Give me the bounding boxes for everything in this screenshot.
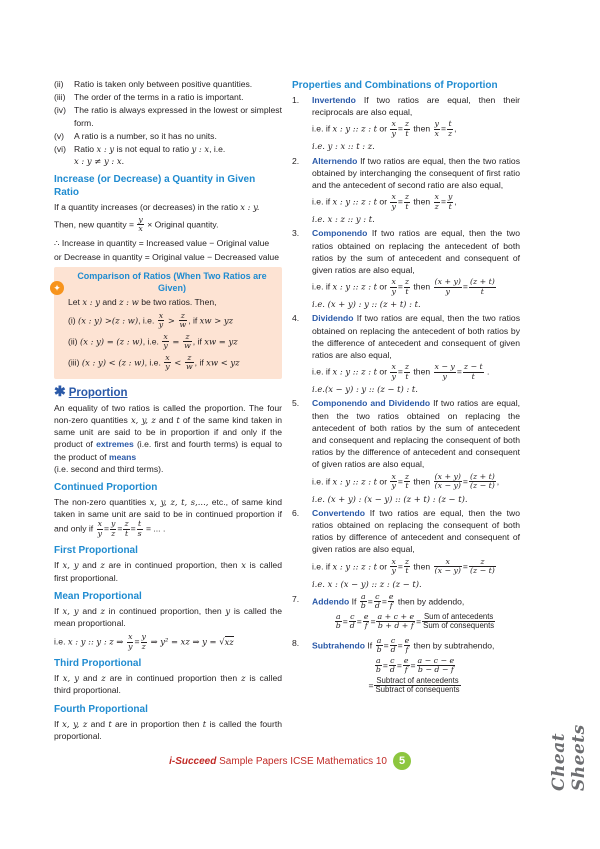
formula: $\frac{a}{b}$ = $\frac{c}{d}$ = $\frac{e}{f}$ = $\frac{a - c - e}{b - d - f}$: [375, 655, 455, 675]
section-heading: Third Proportional: [54, 658, 142, 670]
property-item: 4. Dividendo If two ratios are equal, then the two ratios obtained on replacing the antecedent of both ratios by the difference of antecedent and consequent of given ratios are also equal, i.e. if x : y :: z : t or $\frac{x}{y}$ = $\frac{z}{t}$ then $\frac{x - y}{y}$ = $\frac{z - t}{t}$ . i.e.(x − y) : y :: (z − t) : t.: [292, 313, 520, 395]
property-item: 3. Componendo If two ratios are equal, then the two ratios obtained on replacing the antecedent of both ratios by the sum of antecedent and consequent of given ratios are also equal, i.e. if x : y :: z : t or $\frac{x}{y}$ = $\frac{z}{t}$ then $\frac{(x + y)}{y}$ = $\frac{(z + t)}{t}$ i.e. (x + y) : y :: (z + t) : t.: [292, 228, 520, 310]
footer-title: i-Succeed Sample Papers ICSE Mathematics 10: [169, 756, 387, 767]
cheat-sheets-label: Cheat Sheets: [549, 724, 589, 791]
list-item: (iii) The order of the terms in a ratio is important.: [54, 92, 244, 103]
formula: i.e. if x : y :: z : t or $\frac{x}{y}$ = $\frac{z}{t}$ then $\frac{(x + y)}{y}$ = $\frac{(z + t)}{t}$: [312, 277, 495, 296]
asterisk-icon: ✱: [54, 382, 66, 399]
left-column: [54, 78, 282, 744]
formula: = $\frac{\text{Subtract of antecedents}}{\text{Subtract of consequents}}$: [368, 675, 460, 695]
ratio-properties-list: [54, 78, 282, 142]
section-heading: First Proportional: [54, 545, 138, 557]
formula: i.e. if x : y :: z : t or $\frac{x}{y}$ = $\frac{z}{t}$ then $\frac{x - y}{y}$ = $\frac{z - t}{t}$ .: [312, 362, 490, 381]
property-item: 5. Componendo and Dividendo If two ratios are equal, then the two ratios obtained on replacing the antecedent of both ratios by the sum of antecedent and consequent and replacing the consequent of both ratios by the difference of antecedent and consequent of given ratios are also equal, i.e. if x : y :: z : t or $\frac{x}{y}$ = $\frac{z}{t}$ then $\frac{(x + y)}{(x - y)}$ = $\frac{(z + t)}{(z - t)}$ , i.e. (x + y) : (x − y) :: (z + t) : (z − t).: [292, 398, 521, 504]
section-heading: Fourth Proportional: [54, 703, 148, 715]
formula: or Decrease in quantity = Original value − Decreased value: [54, 251, 279, 262]
formula: i.e. (x + y) : y :: (z + t) : t.: [312, 299, 421, 310]
formula: ∴ Increase in quantity = Increased value − Original value: [54, 237, 270, 248]
list-item: (iv) The ratio is always expressed in the lowest or simplest form.: [54, 105, 282, 128]
section-heading: Increase (or Decrease) a Quantity in Given Ratio: [54, 174, 256, 199]
formula: $\frac{a}{b}$ = $\frac{c}{d}$ = $\frac{e}{f}$ = $\frac{a + c + e}{b + d + f}$ = $\frac{\text{Sum of antecedents}}{\text{Sum of consequents}}$: [335, 611, 495, 631]
addendo-item: 7. Addendo If $\frac{a}{b}$ = $\frac{c}{d}$ = $\frac{e}{f}$ then by addendo, $\frac{a}{b}$ = $\frac{c}{d}$ = $\frac{e}{f}$ = $\frac{a + c + e}{b + d + f}$ = $\frac{\text{Sum of antecedents}}{\text{Sum of consequents}}$: [292, 593, 520, 631]
subtrahendo-item: 8. Subtrahendo If $\frac{a}{b}$ = $\frac{c}{d}$ = $\frac{e}{f}$ then by subtrahendo, $\frac{a}{b}$ = $\frac{c}{d}$ = $\frac{e}{f}$ = $\frac{a - c - e}{b - d - f}$ = $\frac{\text{Subtract of antecedents}}{\text{Subtract of consequents}}$: [292, 637, 520, 695]
comparison-row: (i) (x : y) >(z : w), i.e. $\frac{x}{y}$ > $\frac{z}{w}$ , if xw > yz: [68, 310, 234, 330]
paragraph: If x, y and z are in continued proportion then z is called third proportional.: [54, 673, 283, 696]
section-heading: Mean Proportional: [54, 590, 142, 602]
box-title: Comparison of Ratios (When Two Ratios are Given): [77, 271, 267, 294]
page-footer: [0, 752, 600, 772]
section-heading: Properties and Combinations of Proportion: [292, 80, 498, 91]
paragraph: If x, y and z in continued proportion, then y is called the mean proportional.: [54, 605, 282, 629]
paragraph: If a quantity increases (or decreases) in the ratio x : y.: [54, 202, 260, 213]
formula: i.e. x : (x − y) :: z : (z − t).: [312, 578, 422, 589]
lightbulb-icon: ✦: [50, 281, 64, 295]
right-column: [292, 78, 520, 697]
comparison-row: (iii) (x : y) < (z : w), i.e. $\frac{x}{y}$ < $\frac{z}{w}$ , if xw < yz: [68, 352, 240, 372]
formula: Then, new quantity = $\frac{y}{x}$ × Original quantity.: [54, 214, 219, 234]
section-heading: ✱ Proportion: [54, 382, 128, 399]
property-item: 6. Convertendo If two ratios are equal, then the two ratios obtained on replacing the consequent of both ratios by difference of antecedent and consequent of given ratios are also equal, i.e. if x : y :: z : t or $\frac{x}{y}$ = $\frac{z}{t}$ then $\frac{x}{(x - y)}$ = $\frac{z}{(z - t)}$ i.e. x : (x − y) :: z : (z − t).: [292, 507, 520, 589]
property-item: 1. Invertendo If two ratios are equal, then their reciprocals are also equal, i.e. if x : y :: z : t or $\frac{x}{y}$ = $\frac{z}{t}$ then $\frac{y}{x}$ = $\frac{t}{z}$ , i.e. y : x :: t : z.: [292, 95, 520, 152]
list-item: (v) A ratio is a number, so it has no units.: [54, 130, 217, 141]
paragraph: An equality of two ratios is called the proportion. The four non-zero quantities x, y, z and t of the same kind taken in same unit are said to be in proportion if and only if the product of extremes (i.e. first and fourth terms) is equal to the product of means (i.e. second and third terms).: [54, 402, 283, 474]
formula: i.e. if x : y :: z : t or $\frac{x}{y}$ = $\frac{z}{t}$ then $\frac{(x + y)}{(x - y)}$ = $\frac{(z + t)}{(z - t)}$ ,: [312, 471, 500, 491]
section-heading: Continued Proportion: [54, 482, 158, 494]
page-number-badge: 5: [393, 752, 411, 770]
formula: i.e.(x − y) : y :: (z − t) : t.: [312, 384, 418, 395]
formula: i.e. y : x :: t : z.: [312, 141, 375, 152]
formula: i.e. (x + y) : (x − y) :: (z + t) : (z − t).: [312, 493, 468, 504]
formula: i.e. if x : y :: z : t or $\frac{x}{y}$ = $\frac{z}{t}$ then $\frac{x}{(x - y)}$ = $\frac{z}{(z - t)}$: [312, 556, 495, 576]
list-item: (ii) Ratio is taken only between positive quantities.: [54, 79, 253, 89]
paragraph: The non-zero quantities x, y, z, t, s,..., etc., of same kind taken in same unit are said to be in continued proportion if and only if $\frac{x}{y}$ = $\frac{y}{z}$ = $\frac{z}{t}$ = $\frac{t}{s}$ = ... .: [54, 497, 282, 538]
list-item: (vi) Ratio x : y is not equal to ratio y : x, i.e. x : y ≠ y : x.: [54, 144, 226, 167]
formula: i.e. if x : y :: z : t or $\frac{x}{y}$ = $\frac{z}{t}$ then $\frac{y}{x}$ = $\frac{t}{z}$ ,: [312, 119, 457, 138]
comparison-rows: [68, 312, 276, 372]
paragraph: If x, y and z are in continued proportion, then x is called first proportional.: [54, 560, 282, 583]
formula: i.e. x : z :: y : t.: [312, 214, 375, 225]
paragraph: If x, y, z and t are in proportion then t is called the fourth proportional.: [54, 718, 282, 741]
formula: i.e. if x : y :: z : t or $\frac{x}{y}$ = $\frac{z}{t}$ then $\frac{x}{z}$ = $\frac{y}{t}$ ,: [312, 192, 457, 211]
comparison-row: (ii) (x : y) = (z : w), i.e. $\frac{x}{y}$ = $\frac{z}{w}$ , if xw = yz: [68, 331, 238, 351]
comparison-box: ✦ Comparison of Ratios (When Two Ratios are Given) Let x : y and z : w be two ratios. Then, (i) (x : y) >(z : w), i.e. $\frac{x}{y}$ > $\frac{z}{w}$ , if xw > yz (ii) (x : y) = (z : w), i.e. $\frac{x}{y}$ = $\frac{z}{w}$ , if xw = yz (iii) (x : y) < (z : w), i.e. $\frac{x}{y}$ < $\frac{z}{w}$ , if xw < yz: [54, 267, 282, 379]
property-item: 2. Alternendo If two ratios are equal, then the two ratios obtained by interchanging the consequent of first ratio and the antecedent of second ratio are also equal, i.e. if x : y :: z : t or $\frac{x}{y}$ = $\frac{z}{t}$ then $\frac{x}{z}$ = $\frac{y}{t}$ , i.e. x : z :: y : t.: [292, 155, 520, 225]
sidebar-label: [548, 676, 589, 791]
properties-list: [292, 94, 520, 590]
formula: i.e. x : y :: y : z ⇒ $\frac{x}{y}$ = $\frac{y}{z}$ ⇒ y² = xz ⇒ y = √xz: [54, 632, 234, 651]
